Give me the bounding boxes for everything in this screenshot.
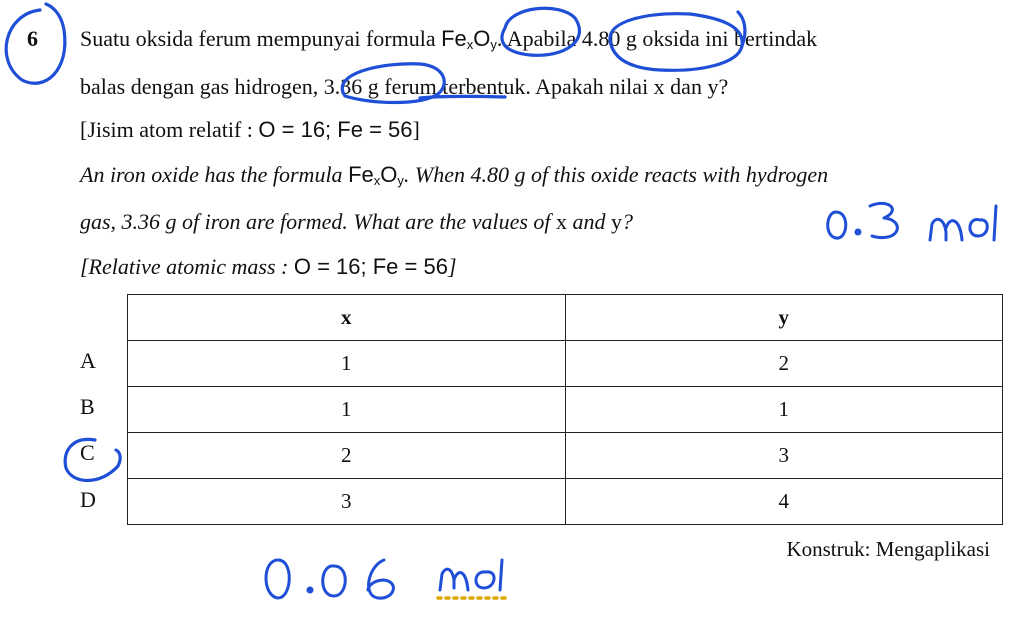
cell-x: 3 xyxy=(128,479,566,525)
options-table xyxy=(127,294,1003,525)
note-0-3-mol-ink xyxy=(828,203,996,240)
option-label-b[interactable]: B xyxy=(80,394,95,419)
cell-y: 2 xyxy=(565,341,1003,387)
english-var-y: y xyxy=(611,209,623,234)
english-line-3-pre: [Relative atomic mass : xyxy=(80,254,294,279)
formula-x: x xyxy=(373,173,381,188)
cell-y: 1 xyxy=(565,387,1003,433)
header-x: x xyxy=(128,295,566,341)
english-atomic-masses: O = 16; Fe = 56 xyxy=(293,254,448,279)
table-row xyxy=(128,341,1003,387)
malay-line-2: balas dengan gas hidrogen, 3.36 g ferum terbentuk. Apakah nilai x dan y? xyxy=(80,74,729,99)
formula-x: x xyxy=(466,37,474,52)
english-var-x: x xyxy=(556,209,568,234)
english-line-3-post: ] xyxy=(447,254,457,279)
table-row xyxy=(128,387,1003,433)
cell-y: 3 xyxy=(565,433,1003,479)
malay-line-1 xyxy=(80,26,817,52)
english-line-3 xyxy=(80,254,457,280)
malay-formula xyxy=(441,26,497,51)
cell-y: 4 xyxy=(565,479,1003,525)
cell-x: 2 xyxy=(128,433,566,479)
english-and: and xyxy=(567,209,612,234)
english-line-1-pre: An iron oxide has the formula xyxy=(80,162,349,187)
header-y: y xyxy=(565,295,1003,341)
malay-line-3-pre: [Jisim atom relatif : xyxy=(80,117,259,142)
formula-y: y xyxy=(397,173,404,188)
table-row xyxy=(128,433,1003,479)
english-line-2 xyxy=(80,209,633,235)
malay-line-1-post: . Apabila 4.80 g oksida ini bertindak xyxy=(496,26,818,51)
question-number: 6 xyxy=(27,26,38,51)
note-0-06-mol-ink xyxy=(266,560,506,598)
formula-o: O xyxy=(473,26,491,51)
formula-y: y xyxy=(490,37,497,52)
table-row xyxy=(128,479,1003,525)
english-line-2-post: ? xyxy=(622,209,634,234)
formula-fe: Fe xyxy=(348,162,374,187)
option-label-c[interactable]: C xyxy=(80,440,95,465)
english-formula xyxy=(348,162,404,187)
cell-x: 1 xyxy=(128,341,566,387)
english-line-1-post: . When 4.80 g of this oxide reacts with hydrogen xyxy=(403,162,829,187)
malay-atomic-masses: O = 16; Fe = 56 xyxy=(258,117,413,142)
malay-line-1-pre: Suatu oksida ferum mempunyai formula xyxy=(80,26,442,51)
formula-o: O xyxy=(380,162,398,187)
english-line-2-pre: gas, 3.36 g of iron are formed. What are the values of xyxy=(80,209,557,234)
cell-x: 1 xyxy=(128,387,566,433)
option-label-a[interactable]: A xyxy=(80,348,96,373)
table-header-row xyxy=(128,295,1003,341)
malay-line-3-post: ] xyxy=(412,117,420,142)
malay-line-3 xyxy=(80,117,420,143)
english-line-1 xyxy=(80,162,828,188)
construct-label: Konstruk: Mengaplikasi xyxy=(786,537,990,561)
formula-fe: Fe xyxy=(441,26,467,51)
option-label-d[interactable]: D xyxy=(80,487,96,512)
